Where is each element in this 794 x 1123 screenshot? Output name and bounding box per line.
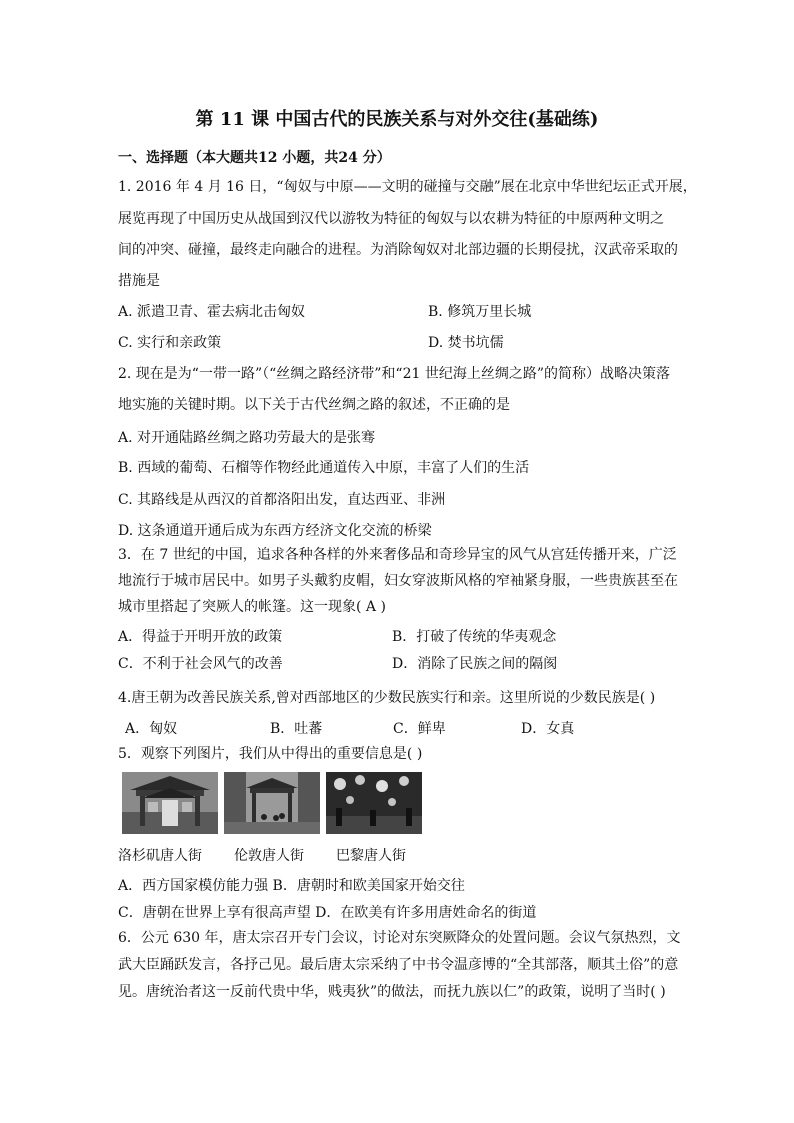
q5-stem: 5．观察下列图片，我们从中得出的重要信息是( ) [118, 746, 423, 762]
q3-line-3: 城市里搭起了突厥人的帐篷。这一现象( A ) [118, 599, 386, 615]
q4-stem: 4.唐王朝为改善民族关系,曾对西部地区的少数民族实行和亲。这里所说的少数民族是( ) [118, 690, 656, 706]
section-heading: 一、选择题（本大题共12 小题，共24 分） [118, 150, 391, 166]
q3-line-2: 地流行于城市居民中。如男子头戴豹皮帽，妇女穿波斯风格的窄袖紧身服，一些贵族甚至在 [118, 573, 678, 589]
los-angeles-chinatown-photo [122, 772, 218, 834]
q1-option-c[interactable]: C. 实行和亲政策 [118, 335, 222, 351]
q2-option-d[interactable]: D. 这条通道开通后成为东西方经济文化交流的桥梁 [118, 523, 432, 539]
q3-option-a[interactable]: A．得益于开明开放的政策 [118, 629, 283, 645]
caption-london: 伦敦唐人街 [234, 848, 304, 864]
paris-chinatown-photo [326, 772, 422, 834]
q2-line-2: 地实施的关键时期。以下关于古代丝绸之路的叙述，不正确的是 [118, 397, 510, 413]
q2-option-c[interactable]: C. 其路线是从西汉的首都洛阳出发，直达西亚、非洲 [118, 492, 446, 508]
q4-option-b[interactable]: B．吐蕃 [270, 721, 323, 737]
q6-line-3: 见。唐统治者这一反前代贵中华，贱夷狄”的做法，而抚九族以仁”的政策，说明了当时( ) [118, 984, 666, 1000]
q1-line-2: 展览再现了中国历史从战国到汉代以游牧为特征的匈奴与以农耕为特征的中原两种文明之 [118, 211, 664, 227]
q6-line-1: 6．公元 630 年，唐太宗召开专门会议，讨论对东突厥降众的处置问题。会议气氛热烈，文 [118, 930, 681, 946]
q3-option-b[interactable]: B．打破了传统的华夷观念 [392, 629, 557, 645]
q5-options-ab[interactable]: A．西方国家模仿能力强 B．唐朝时和欧美国家开始交往 [118, 878, 465, 894]
q1-line-1: 1. 2016 年 4 月 16 日，“匈奴与中原——文明的碰撞与交融”展在北京中华世纪坛正式开展， [118, 179, 697, 195]
q2-option-a[interactable]: A. 对开通陆路丝绸之路功劳最大的是张骞 [118, 430, 376, 446]
q4-option-d[interactable]: D．女真 [521, 721, 575, 737]
q3-option-c[interactable]: C．不利于社会风气的改善 [118, 656, 283, 672]
caption-los-angeles: 洛杉矶唐人街 [118, 848, 202, 864]
q1-option-d[interactable]: D. 焚书坑儒 [428, 335, 504, 351]
q1-line-3: 间的冲突、碰撞，最终走向融合的进程。为消除匈奴对北部边疆的长期侵扰，汉武帝采取的 [118, 242, 678, 258]
q1-option-a[interactable]: A. 派遣卫青、霍去病北击匈奴 [118, 304, 306, 320]
q2-option-b[interactable]: B. 西域的葡萄、石榴等作物经此通道传入中原，丰富了人们的生活 [118, 460, 530, 476]
q3-option-d[interactable]: D．消除了民族之间的隔阂 [392, 656, 558, 672]
q4-option-c[interactable]: C．鲜卑 [393, 721, 446, 737]
q4-option-a[interactable]: A．匈奴 [125, 721, 178, 737]
q3-line-1: 3．在 7 世纪的中国，追求各种各样的外来奢侈品和奇珍异宝的风气从宫廷传播开来，广泛 [118, 547, 677, 563]
q1-option-b[interactable]: B. 修筑万里长城 [428, 304, 532, 320]
q1-line-4: 措施是 [118, 273, 160, 289]
page-title: 第 11 课 中国古代的民族关系与对外交往(基础练) [195, 109, 599, 130]
q6-line-2: 武大臣踊跃发言，各抒己见。最后唐太宗采纳了中书令温彦博的“全其部落，顺其土俗”的意 [118, 957, 679, 973]
london-chinatown-photo [224, 772, 320, 834]
caption-paris: 巴黎唐人街 [336, 848, 406, 864]
q2-line-1: 2. 现在是为“一带一路”（“丝绸之路经济带”和“21 世纪海上丝绸之路”的简称）战略决策落 [118, 366, 671, 382]
q5-options-cd[interactable]: C．唐朝在世界上享有很高声望 D．在欧美有许多用唐姓命名的街道 [118, 905, 537, 921]
